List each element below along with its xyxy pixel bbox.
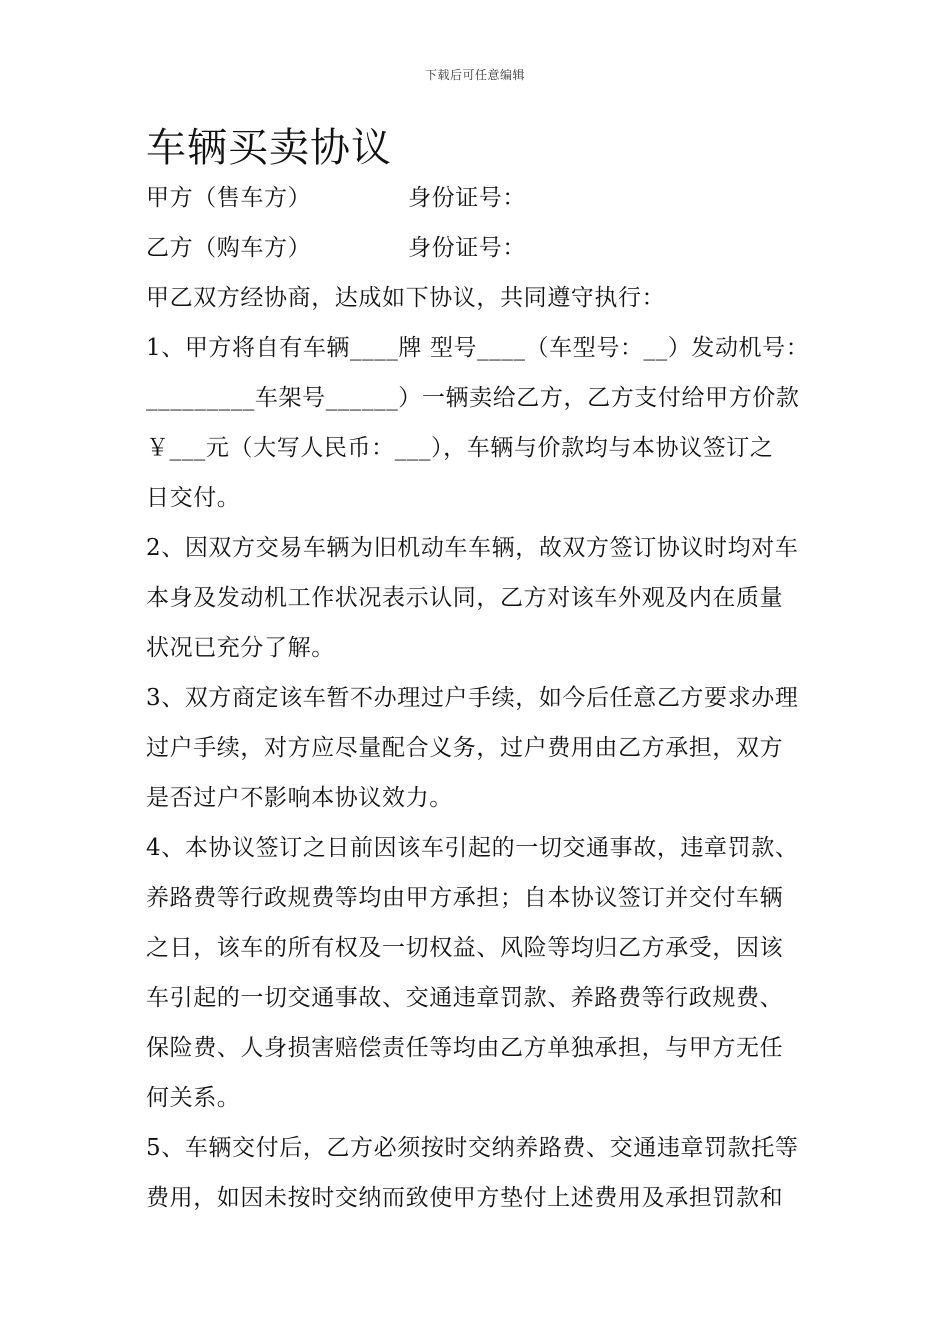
clause-1: 1、甲方将自有车辆____牌 型号____（车型号：__）发动机号： _________车架号______）一辆卖给乙方，乙方支付给甲方价款 ￥___元（大写人民币：___），车辆与价款均与本协议签订之 日交付。 — [146, 335, 810, 511]
party-b-row — [146, 223, 811, 273]
party-a-id-label: 身份证号： — [408, 185, 526, 211]
document-body — [146, 173, 811, 1223]
clause-2: 2、因双方交易车辆为旧机动车车辆，故双方签订协议时均对车 本身及发动机工作状况表示认同，乙方对该车外观及内在质量 状况已充分了解。 — [146, 535, 799, 661]
party-a-label: 甲方（售车方） — [146, 185, 312, 211]
clause-5: 5、车辆交付后，乙方必须按时交纳养路费、交通违章罚款托等 费用，如因未按时交纳而致使甲方垫付上述费用及承担罚款和 — [146, 1135, 799, 1211]
party-b-id-label: 身份证号： — [408, 235, 526, 261]
party-b-label: 乙方（购车方） — [146, 235, 312, 261]
page-header-note: 下载后可任意编辑 — [424, 68, 525, 82]
party-a-row — [146, 173, 811, 223]
clause-4: 4、本协议签订之日前因该车引起的一切交通事故，违章罚款、 养路费等行政规费等均由甲方承担；自本协议签订并交付车辆 之日，该车的所有权及一切权益、风险等均归乙方承受，因该 车引起的一切交通事故、交通违章罚款、养路费等行政规费、 保险费、人身损害赔偿责任等均由乙方单独承担，与甲方无任 何关系。 — [146, 835, 799, 1111]
document-title: 车辆买卖协议 — [146, 125, 392, 171]
intro-paragraph: 甲乙双方经协商，达成如下协议，共同遵守执行： — [146, 285, 666, 311]
clause-3: 3、双方商定该车暂不办理过户手续，如今后任意乙方要求办理 过户手续，对方应尽量配合义务，过户费用由乙方承担，双方 是否过户不影响本协议效力。 — [146, 685, 799, 811]
